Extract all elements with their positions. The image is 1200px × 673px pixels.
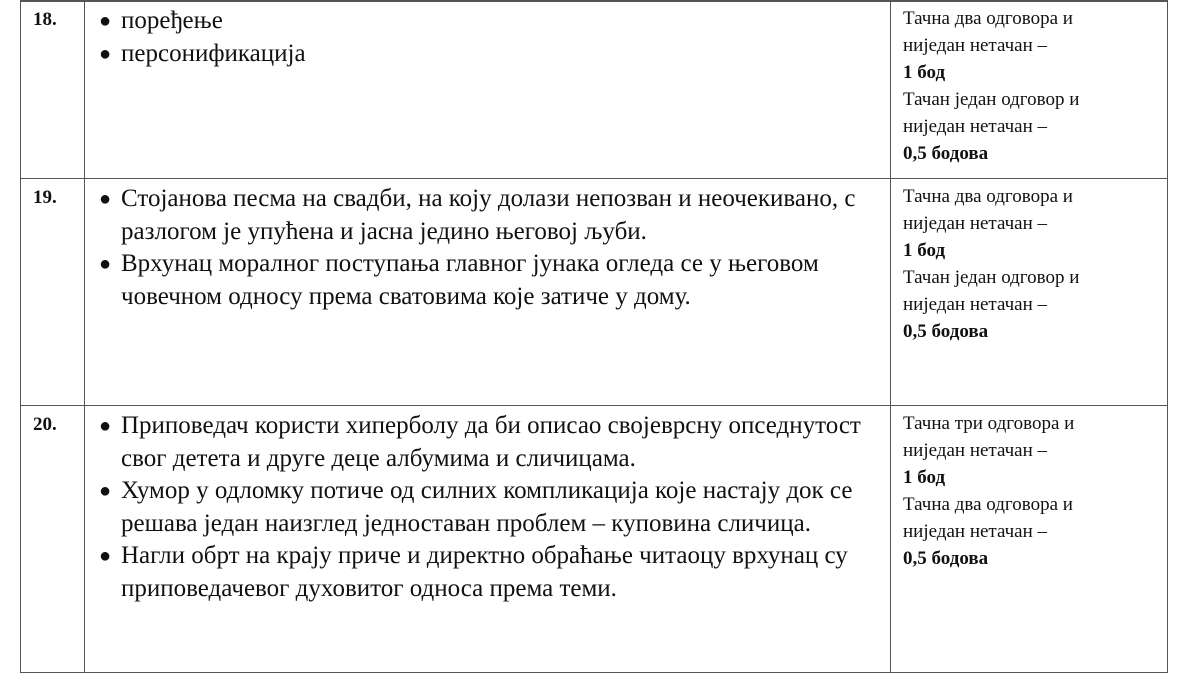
scoring-text: ниједан нетачан – <box>903 440 1048 461</box>
bullet-icon: ● <box>99 545 112 567</box>
scoring-text: ниједан нетачан – <box>903 521 1048 542</box>
bullet-icon: ● <box>99 188 112 210</box>
answer-text: персонификација <box>121 39 306 67</box>
scoring-cell <box>891 179 1168 406</box>
scoring-text: ниједан нетачан – <box>903 294 1048 315</box>
answer-cell <box>85 1 891 179</box>
question-number: 20. <box>21 406 85 673</box>
answer-key-body <box>21 1 1168 673</box>
scoring-text: ниједан нетачан – <box>903 116 1048 137</box>
answer-item <box>99 5 882 38</box>
bullet-icon: ● <box>99 42 112 65</box>
scoring-text: ниједан нетачан – <box>903 213 1048 234</box>
answer-item <box>99 183 882 248</box>
answer-text: поређење <box>121 7 223 34</box>
scoring-text: ниједан нетачан – <box>903 35 1048 56</box>
points-value: 0,5 бодова <box>903 548 989 569</box>
scoring-cell <box>891 1 1168 179</box>
answer-item <box>99 540 882 605</box>
scoring-text: Тачна три одговора и <box>903 413 1075 434</box>
answer-item <box>99 475 882 540</box>
points-value: 1 бод <box>903 467 946 488</box>
answer-cell <box>85 179 891 406</box>
table-row <box>21 1 1168 179</box>
scoring-text: Тачна два одговора и <box>903 186 1073 207</box>
table-row <box>21 179 1168 406</box>
points-value: 0,5 бодова <box>903 143 989 164</box>
answer-text: Хумор у одломку потиче од силних компликација које настају док се решава један наизглед једноставан проблем – куповина сличица. <box>121 477 853 537</box>
answer-text: Приповедач користи хиперболу да би описао својеврсну опседнутост свог детета и друге деце албумима и сличицама. <box>121 412 861 472</box>
answer-cell <box>85 406 891 673</box>
points-value: 1 бод <box>903 240 946 261</box>
bullet-icon: ● <box>99 415 112 437</box>
bullet-icon: ● <box>99 10 112 32</box>
points-value: 1 бод <box>903 62 946 83</box>
answer-text: Стојанова песма на свадби, на коју долази непозван и неочекивано, с разлогом је упућена и јасна једино његовој љуби. <box>121 185 856 245</box>
bullet-icon: ● <box>99 480 112 502</box>
scoring-cell <box>891 406 1168 673</box>
answer-text: Врхунац моралног поступања главног јунака огледа се у његовом човечном односу према сватовима које затиче у дому. <box>121 250 819 310</box>
answer-key-table <box>20 0 1168 673</box>
points-value: 0,5 бодова <box>903 321 989 342</box>
answer-item <box>99 38 882 71</box>
scoring-text: Тачан један одговор и <box>903 89 1080 110</box>
table-row <box>21 406 1168 673</box>
bullet-icon: ● <box>99 253 112 275</box>
question-number: 19. <box>21 179 85 406</box>
answer-item <box>99 248 882 313</box>
answer-text: Нагли обрт на крају приче и директно обраћање читаоцу врхунац су приповедачевог духовитог односа према теми. <box>121 542 848 602</box>
answer-item <box>99 410 882 475</box>
scoring-text: Тачан један одговор и <box>903 267 1080 288</box>
scoring-text: Тачна два одговора и <box>903 8 1073 29</box>
scoring-text: Тачна два одговора и <box>903 494 1073 515</box>
question-number: 18. <box>21 1 85 179</box>
